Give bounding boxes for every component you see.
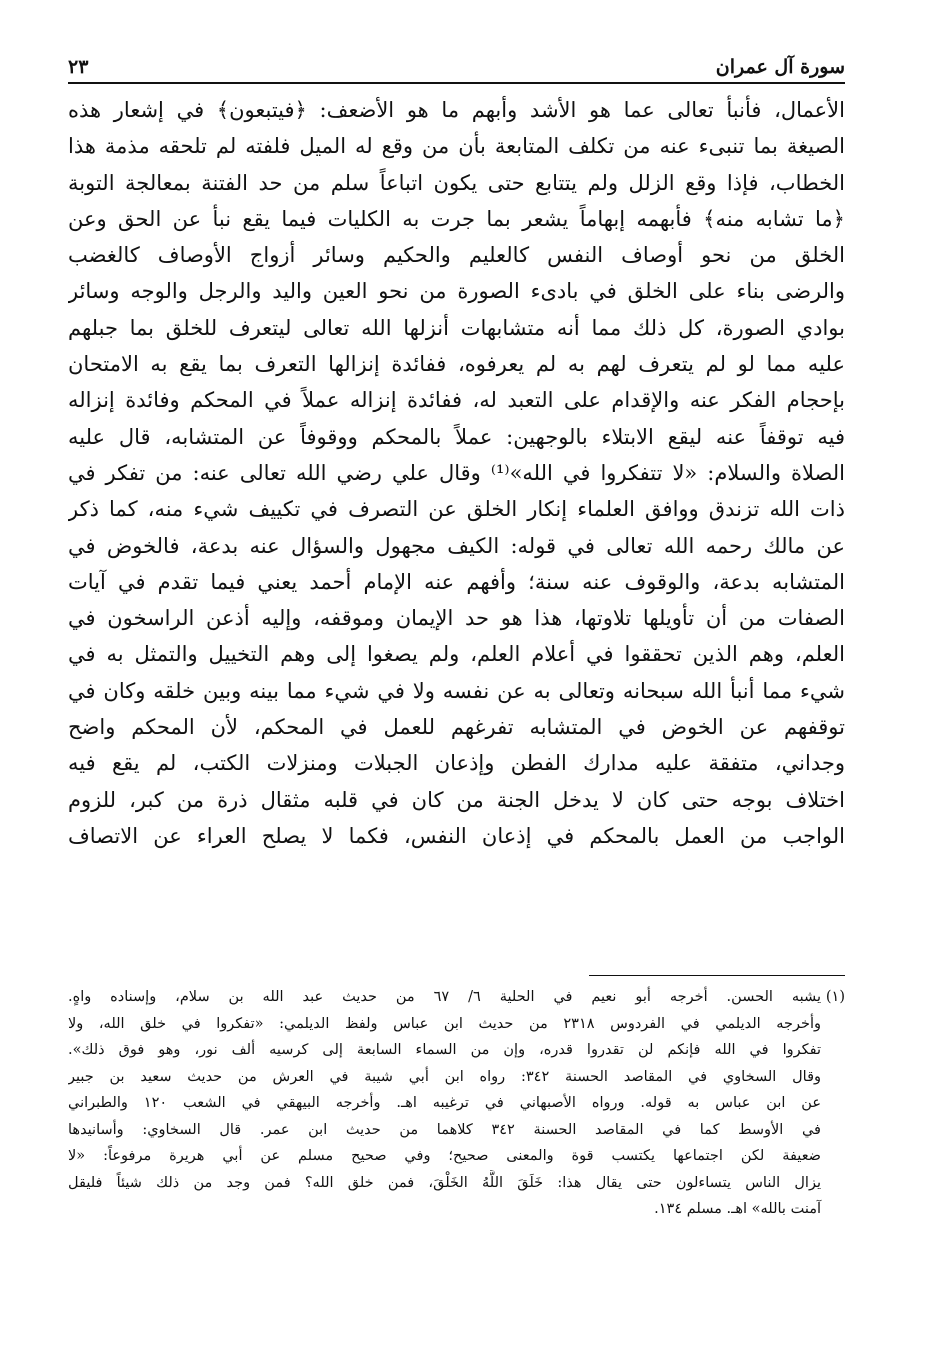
body-line: الأعمال، فأنبأ تعالى عما هو الأشد وأبهم ما هو الأضعف: ﴿فيتبعون﴾ في إشعار هذه: [68, 98, 845, 122]
body-line: الصيغة بما تنبىء عنه من تكلف المتابعة بأن من وقع له الميل فلفته لم تلحقه مذمة هذا: [68, 134, 845, 159]
body-line: اختلاف بوجه حتى كان لا يدخل الجنة من كان في قلبه مثقال ذرة من كبر، للزوم: [68, 787, 845, 812]
footnote-line: عن ابن عباس به قوله. ورواه الأصبهاني في ترغيبه اهـ. وأخرجه البيهقي في الشعب ١٢٠ والطبراني: [68, 1095, 821, 1111]
footnote-divider: [589, 975, 845, 976]
body-line: الصلاة والسلام: «لا تتفكروا في الله»⁽¹⁾ وقال علي رضي الله تعالى عنه: من تفكر في: [68, 460, 845, 485]
body-line: العلم، وهم الذين تحققوا في أعلام العلم، ولم يصغوا إلى وهم التخييل والتمثل به في: [68, 642, 845, 667]
footnote-line-text: يشبه الحسن. أخرجه أبو نعيم في الحلية ٦/ ٦٧ من حديث عبد الله بن سلام، وإسناده واهٍ.: [68, 989, 821, 1005]
body-line: الواجب من العمل بالمحكم في إذعان النفس، فكما لا يصلح العراء عن الاتصاف: [68, 823, 845, 848]
body-line: بإحجام الفكر عنه والإقدام على التعبد له، ففائدة إنزاله عملاً في المحكم وفائدة إنزاله: [68, 388, 845, 413]
page-number: ٢٣: [68, 56, 89, 78]
main-text: [68, 92, 845, 854]
body-line: بوادي الصورة، كل ذلك مما أنه متشابهات أنزلها الله تعالى ليتعرف للخلق بما جبلهم: [68, 315, 845, 340]
body-line: شيء مما أنبأ الله سبحانه وتعالى به عن نفسه ولا في شيء مما بينه وبين خلقه وكان في: [68, 678, 845, 703]
body-line: الخطاب، فإذا وقع الزلل ولم يتتابع حتى يكون اتباعاً سلم من حد الفتنة بمعالجة التوبة: [68, 170, 845, 195]
footnote-line: آمنت بالله» اهـ. مسلم ١٣٤.: [654, 1201, 821, 1217]
footnote-line: يزال الناس يتساءلون حتى يقال هذا: خَلَقَ اللَّهُ الخَلْقَ، فمن خلق الله؟ فمن وجد من ذلك شيئاً فليقل: [68, 1174, 821, 1191]
body-line: الخلق من نحو أوصاف النفس كالعليم والحكيم وسائر أزواج الأوصاف كالغضب: [68, 243, 845, 268]
footnote-line: [68, 984, 845, 1011]
footnote: [68, 984, 845, 1223]
body-line: عليه مما لو لم يتعرف لهم به لم يعرفوه، ففائدة إنزالها التعرف بما يقع به الامتحان: [68, 352, 845, 377]
surah-title: سورة آل عمران: [715, 56, 845, 78]
body-line: المتشابه بدعة، والوقوف عنه سنة؛ وأفهم عنه الإمام أحمد يعني فيما تقدم في آيات: [68, 569, 845, 594]
body-line: وجداني، متفقة عليه مدارك الفطن وإذعان الجبلات ومنزلات الكتب، لم يقع فيه: [68, 751, 845, 776]
footnote-line: تفكروا في الله فإنكم لن تقدروا قدره، وإن من السماء السابعة إلى كرسيه ألف نور، وهو فوق ذلك».: [68, 1042, 821, 1058]
body-line: توقفهم عن الخوض في المتشابه تفرغهم للعمل في المحكم، لأن المحكم واضح: [68, 715, 845, 740]
body-line: عن مالك رحمه الله تعالى في قوله: الكيف مجهول والسؤال عنه بدعة، فالخوض في: [68, 533, 845, 558]
page-header: [68, 44, 845, 84]
body-line: فيه توقفاً عنه ليقع الابتلاء بالوجهين: عملاً بالمحكم ووقوفاً عن المتشابه، قال عليه: [68, 424, 845, 449]
footnote-marker: (١): [825, 989, 845, 1005]
footnote-line: في الأوسط كما في المقاصد الحسنة ٣٤٢ كلاهما من حديث ابن عمر. قال السخاوي: وأسانيدها: [68, 1121, 821, 1138]
footnote-line: وقال السخاوي في المقاصد الحسنة ٣٤٢: رواه ابن أبي شيبة في العرش من حديث سعيد بن جبير: [68, 1068, 822, 1085]
body-line: ﴿ما تشابه منه﴾ فأبهمه إبهاماً يشعر بما جرت به الكليات فيما يقع نبأ عن الحق وعن: [68, 206, 845, 231]
footnote-line: وأخرجه الديلمي في الفردوس ٢٣١٨ من حديث ابن عباس ولفظ الديلمي: «تفكروا في خلق الله، ولا: [68, 1015, 821, 1032]
footnote-line: ضعيفة لكن اجتماعها يكتسب قوة والمعنى صحيح؛ وفي صحيح مسلم عن أبي هريرة مرفوعاً: «لا: [68, 1148, 821, 1164]
body-line: ذات الله تزندق ووافق العلماء إنكار الخلق عن التصرف في تكييف شيء منه، كما ذكر: [68, 497, 845, 522]
body-line: والرضى بناء على الخلق في بادىء الصورة من نحو العين واليد والرجل والوجه وسائر: [68, 279, 845, 304]
body-line: الصفات من أن تأويلها تلاوتها، هذا هو حد الإيمان وموقفه، وإليه أذعن الراسخون في: [68, 606, 845, 631]
